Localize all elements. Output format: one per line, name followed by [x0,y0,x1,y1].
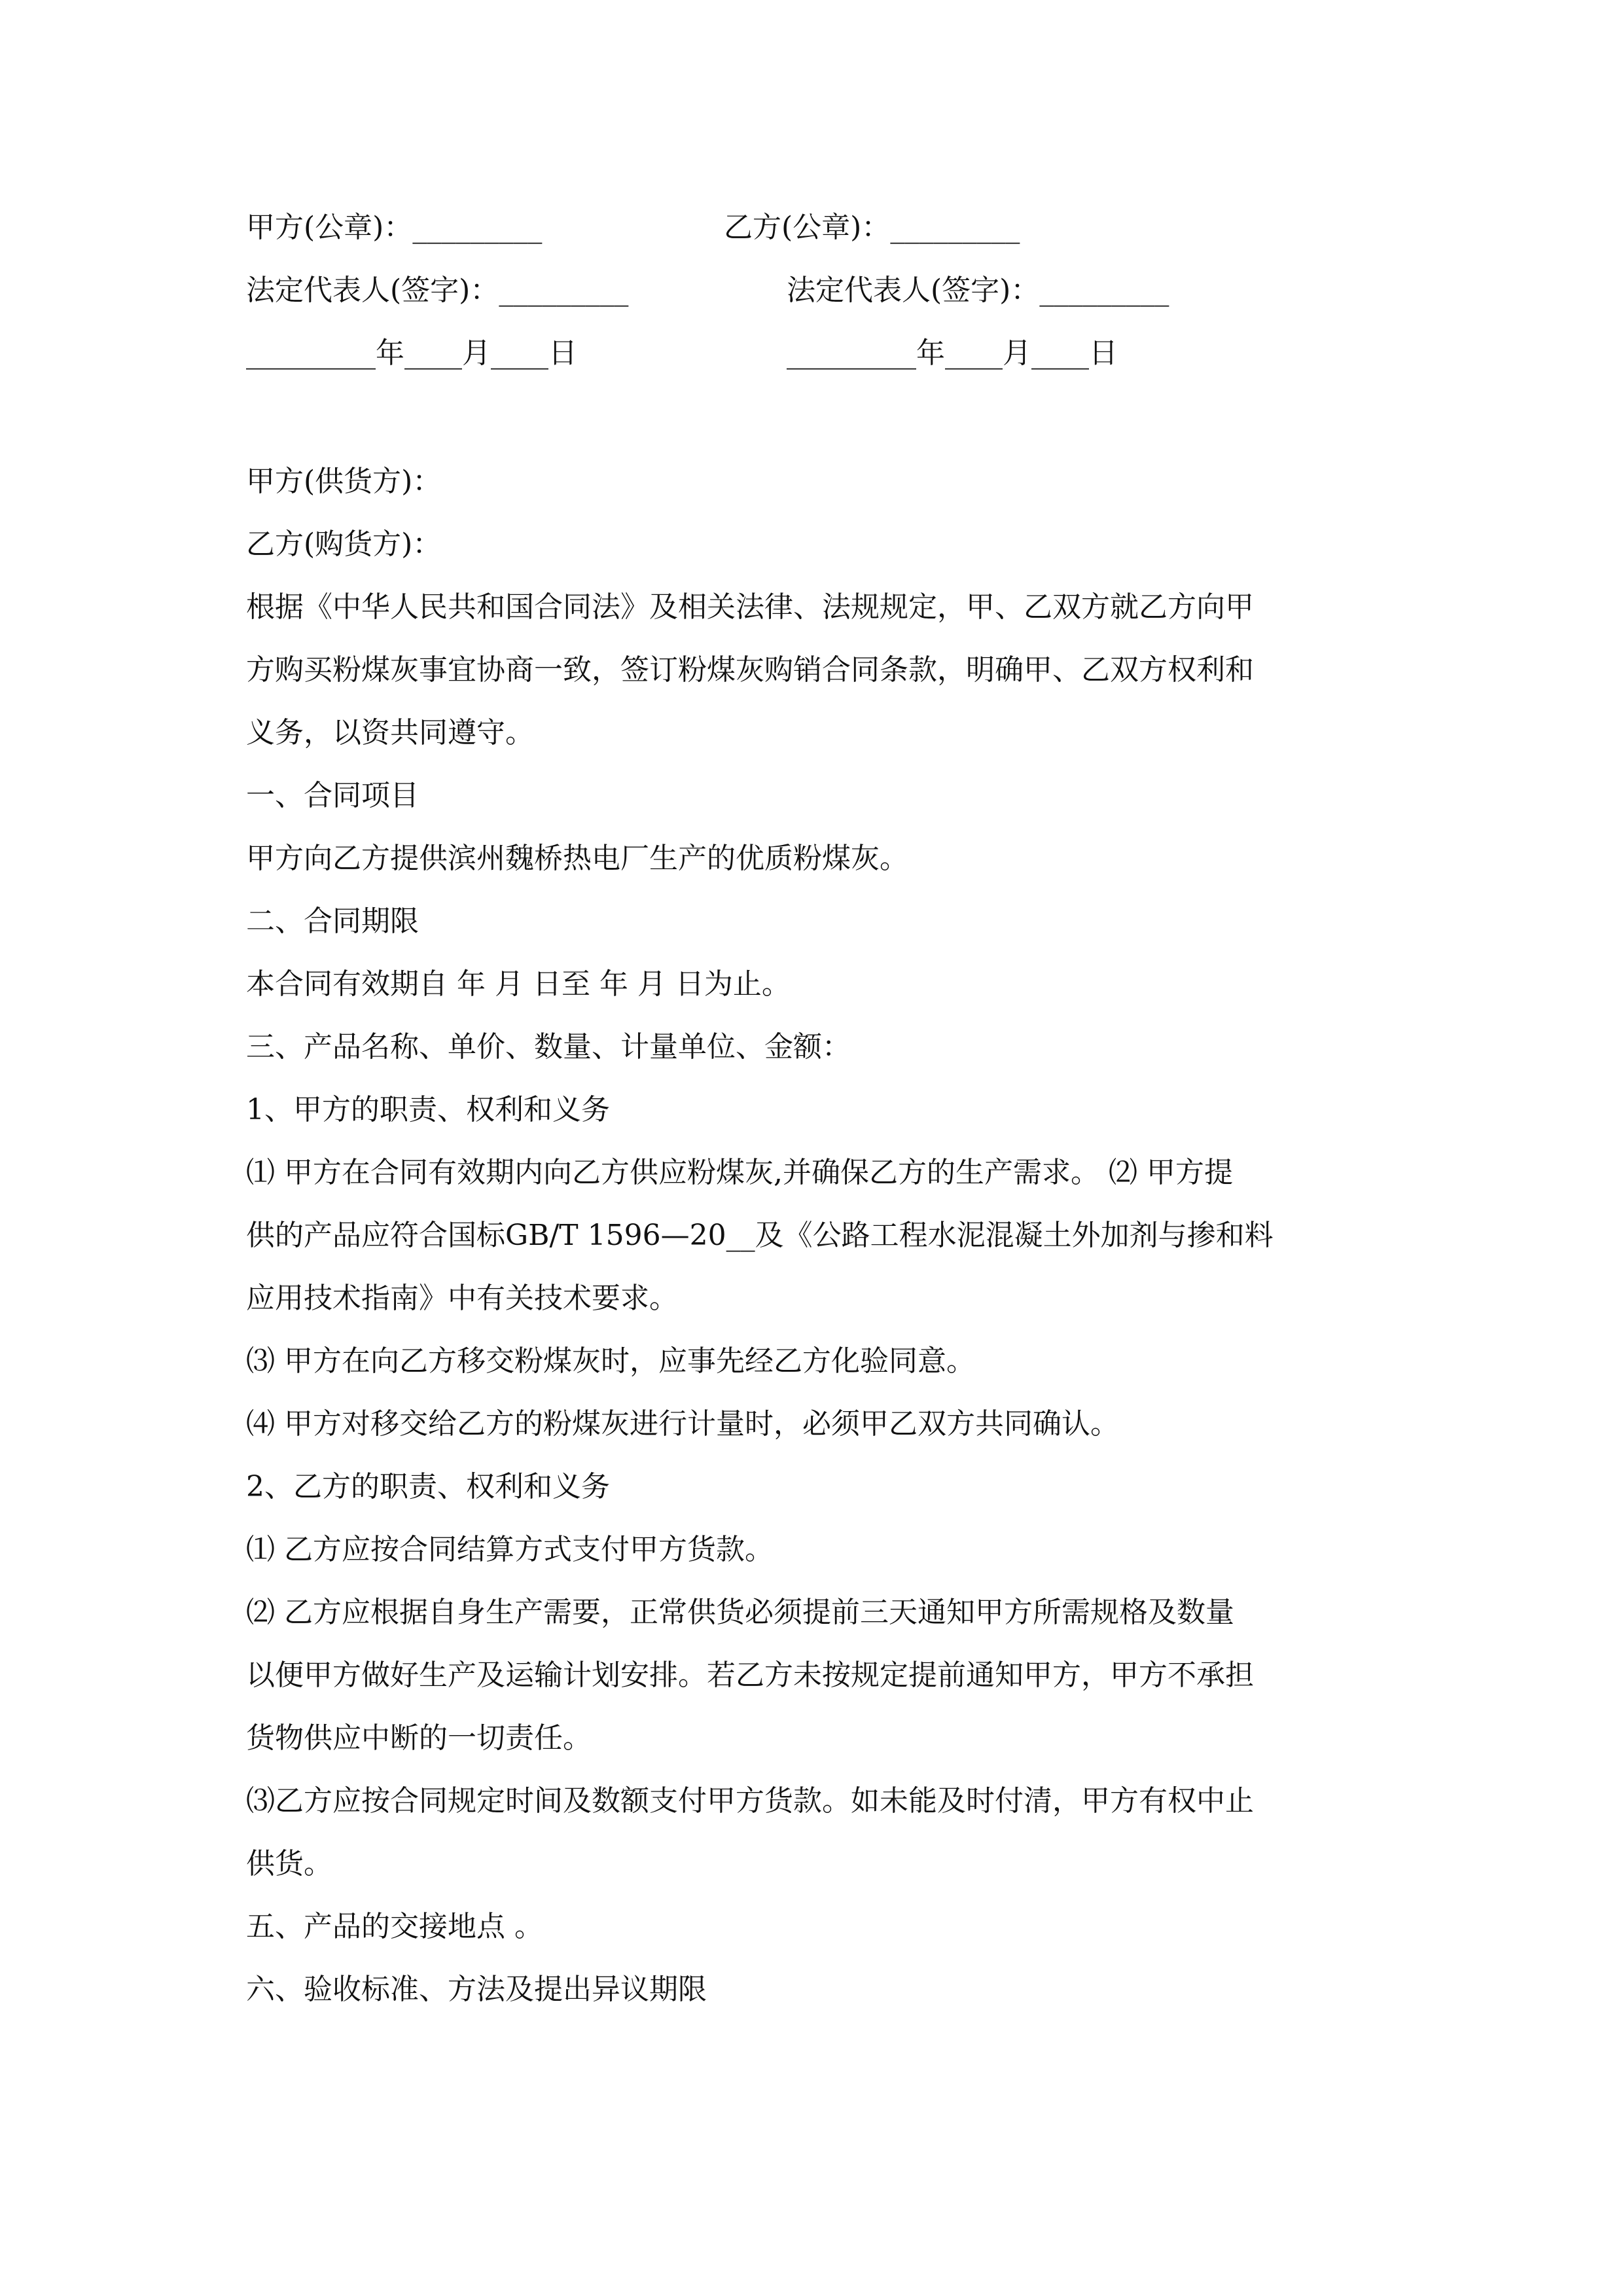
section-2-title: 二、合同期限 [246,905,419,938]
section-3-1-line-4: ⑶ 甲方在向乙方移交粉煤灰时，应事先经乙方化验同意。 [246,1344,975,1378]
section-3-1-line-3: 应用技术指南》中有关技术要求。 [246,1282,678,1315]
section-1-body: 甲方向乙方提供滨州魏桥热电厂生产的优质粉煤灰。 [246,842,908,875]
party-a-representative: 法定代表人(签字)：_________ [246,274,629,307]
party-b-representative: 法定代表人(签字)：_________ [787,274,1169,307]
section-6-title: 六、验收标准、方法及提出异议期限 [246,1973,707,2006]
section-3-2-line-5: ⑶乙方应按合同规定时间及数额支付甲方货款。如未能及时付清，甲方有权中止 [246,1784,1254,1818]
party-a-date: _________年____月____日 [246,336,577,370]
buyer-party: 乙方(购货方)： [246,528,442,561]
section-2-body: 本合同有效期自 年 月 日至 年 月 日为止。 [246,967,791,1001]
section-3-title: 三、产品名称、单价、数量、计量单位、金额： [246,1030,851,1064]
section-3-1-title: 1、甲方的职责、权利和义务 [246,1093,610,1126]
section-3-2-line-1: ⑴ 乙方应按合同结算方式支付甲方货款。 [246,1533,774,1566]
party-b-seal: 乙方(公章)：_________ [724,211,1020,244]
section-3-2-line-4: 货物供应中断的一切责任。 [246,1721,592,1755]
preamble-line-2: 方购买粉煤灰事宜协商一致，签订粉煤灰购销合同条款，明确甲、乙双方权利和 [246,653,1254,687]
preamble-line-1: 根据《中华人民共和国合同法》及相关法律、法规规定，甲、乙双方就乙方向甲 [246,590,1254,624]
section-3-1-line-2: 供的产品应符合国标GB/T 1596—20__及《公路工程水泥混凝土外加剂与掺和料 [246,1219,1274,1252]
preamble-line-3: 义务，以资共同遵守。 [246,716,534,749]
party-b-date: _________年____月____日 [787,336,1118,370]
party-a-seal: 甲方(公章)：_________ [246,211,543,244]
section-5-title: 五、产品的交接地点 。 [246,1910,543,1943]
section-3-2-line-2: ⑵ 乙方应根据自身生产需要，正常供货必须提前三天通知甲方所需规格及数量 [246,1596,1234,1629]
section-3-2-line-3: 以便甲方做好生产及运输计划安排。若乙方未按规定提前通知甲方，甲方不承担 [246,1659,1254,1692]
supplier-party: 甲方(供货方)： [246,465,442,498]
section-3-1-line-5: ⑷ 甲方对移交给乙方的粉煤灰进行计量时，必须甲乙双方共同确认。 [246,1407,1119,1441]
section-3-2-title: 2、乙方的职责、权利和义务 [246,1470,610,1503]
section-3-2-line-6: 供货。 [246,1847,332,1880]
section-3-1-line-1: ⑴ 甲方在合同有效期内向乙方供应粉煤灰,并确保乙方的生产需求。 ⑵ 甲方提 [246,1156,1233,1189]
section-1-title: 一、合同项目 [246,779,419,812]
